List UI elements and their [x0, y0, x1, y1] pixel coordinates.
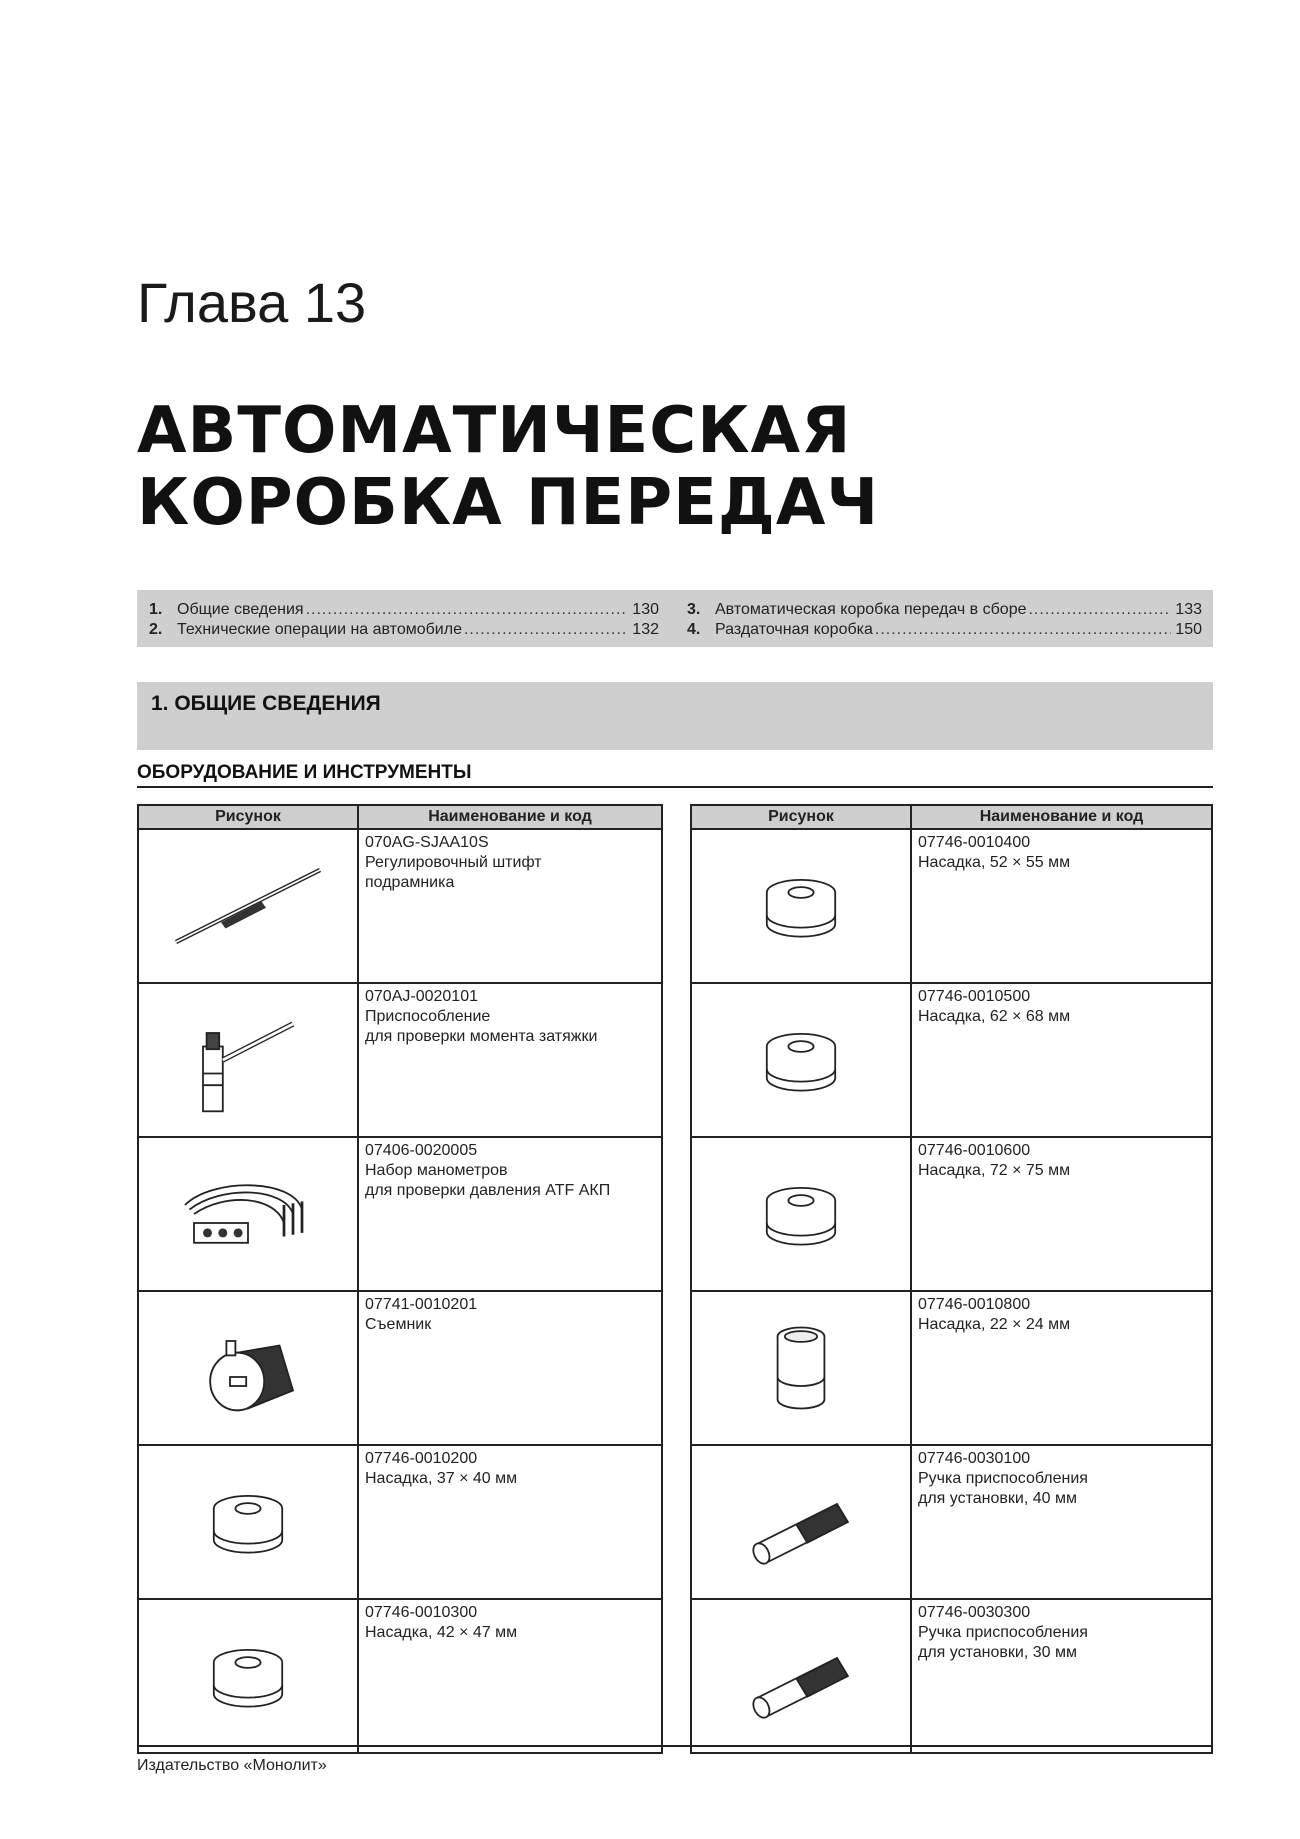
table-row — [138, 829, 662, 983]
installer-handle-icon — [711, 1621, 891, 1731]
toc-item-title: Общие сведения — [177, 601, 304, 618]
toc-item-page: 132 — [632, 621, 659, 638]
table-row — [691, 1137, 1212, 1291]
attachment-icon — [158, 1621, 338, 1731]
toc-item-number: 4. — [687, 621, 701, 638]
tool-picture — [691, 1599, 911, 1753]
toc-item[interactable] — [149, 601, 659, 621]
column-header-name: Наименование и код — [911, 805, 1212, 829]
attachment-icon — [711, 1159, 891, 1269]
column-header-name: Наименование и код — [358, 805, 662, 829]
footer-divider — [137, 1745, 1213, 1747]
attachment-icon — [711, 1313, 891, 1423]
tool-picture — [138, 983, 358, 1137]
toc-leader-dots — [1028, 601, 1171, 619]
chapter-title-line: КОРОБКА ПЕРЕДАЧ — [137, 466, 880, 540]
attachment-icon — [711, 851, 891, 961]
toc-item[interactable] — [687, 621, 1202, 641]
table-header-row — [691, 805, 1212, 829]
tool-description — [358, 829, 662, 983]
toc-item-number: 2. — [149, 621, 163, 638]
tool-name-line: для проверки момента затяжки — [365, 1028, 598, 1045]
toc-item[interactable] — [149, 621, 659, 641]
tool-description — [358, 1599, 662, 1753]
toc-item-page: 150 — [1175, 621, 1202, 638]
toc-item-number: 3. — [687, 601, 701, 618]
tool-code: 07406-0020005 — [365, 1142, 478, 1159]
adjustment-pin-icon — [158, 851, 338, 961]
tool-name-line: Ручка приспособления — [918, 1470, 1088, 1487]
tool-name-line: Съемник — [365, 1316, 432, 1333]
tool-code: 07746-0010400 — [918, 834, 1031, 851]
tool-code: 07741-0010201 — [365, 1296, 478, 1313]
column-header-picture: Рисунок — [691, 805, 911, 829]
table-row — [138, 983, 662, 1137]
table-row — [138, 1445, 662, 1599]
attachment-icon — [158, 1467, 338, 1577]
tool-description — [911, 1291, 1212, 1445]
chapter-title-line: АВТОМАТИЧЕСКАЯ — [137, 394, 852, 468]
tool-picture — [138, 1137, 358, 1291]
table-row — [691, 829, 1212, 983]
publisher-footer: Издательство «Монолит» — [137, 1757, 327, 1774]
tools-table-right — [690, 804, 1213, 1754]
table-row — [138, 1599, 662, 1753]
tool-description — [358, 1445, 662, 1599]
section-heading: 1. ОБЩИЕ СВЕДЕНИЯ — [151, 692, 381, 715]
tool-description — [911, 1137, 1212, 1291]
chapter-number: Глава 13 — [137, 271, 367, 334]
tool-picture — [691, 1445, 911, 1599]
tool-name-line: Насадка, 52 × 55 мм — [918, 854, 1071, 871]
table-row — [691, 1599, 1212, 1753]
table-row — [691, 983, 1212, 1137]
tool-name-line: Регулировочный штифт — [365, 854, 542, 871]
tool-description — [911, 1599, 1212, 1753]
pressure-gauge-set-icon — [158, 1159, 338, 1269]
toc-item-page: 133 — [1175, 601, 1202, 618]
torque-check-tool-icon — [158, 1005, 338, 1115]
chapter-title — [137, 395, 1187, 539]
tool-code: 070AJ-0020101 — [365, 988, 478, 1005]
tools-table-left — [137, 804, 663, 1754]
attachment-icon — [711, 1005, 891, 1115]
toc-leader-dots — [875, 621, 1171, 639]
toc-leader-dots — [306, 601, 629, 619]
tool-description — [358, 1137, 662, 1291]
table-of-contents — [137, 590, 1213, 647]
tool-description — [911, 983, 1212, 1137]
tool-picture — [691, 1137, 911, 1291]
subheading: ОБОРУДОВАНИЕ И ИНСТРУМЕНТЫ — [137, 762, 1213, 788]
tool-picture — [138, 1599, 358, 1753]
tool-code: 070AG-SJAA10S — [365, 834, 489, 851]
column-header-picture: Рисунок — [138, 805, 358, 829]
tool-picture — [138, 1445, 358, 1599]
tool-picture — [138, 829, 358, 983]
table-row — [138, 1137, 662, 1291]
tool-code: 07746-0010300 — [365, 1604, 478, 1621]
tool-code: 07746-0030300 — [918, 1604, 1031, 1621]
tool-name-line: для проверки давления ATF АКП — [365, 1182, 611, 1199]
tool-description — [911, 829, 1212, 983]
tool-picture — [691, 1291, 911, 1445]
tool-code: 07746-0010500 — [918, 988, 1031, 1005]
toc-item-number: 1. — [149, 601, 163, 618]
tool-code: 07746-0010200 — [365, 1450, 478, 1467]
tool-name-line: Насадка, 37 × 40 мм — [365, 1470, 518, 1487]
section-heading-bar — [137, 682, 1213, 750]
tool-name-line: Набор манометров — [365, 1162, 508, 1179]
tool-code: 07746-0030100 — [918, 1450, 1031, 1467]
tool-picture — [691, 983, 911, 1137]
tool-description — [358, 1291, 662, 1445]
tool-name-line: Приспособление — [365, 1008, 491, 1025]
tool-name-line: Ручка приспособления — [918, 1624, 1088, 1641]
tool-code: 07746-0010600 — [918, 1142, 1031, 1159]
table-row — [691, 1445, 1212, 1599]
installer-handle-icon — [711, 1467, 891, 1577]
tool-name-line: для установки, 40 мм — [918, 1490, 1077, 1507]
tool-name-line: Насадка, 42 × 47 мм — [365, 1624, 518, 1641]
tool-description — [911, 1445, 1212, 1599]
table-row — [138, 1291, 662, 1445]
tool-name-line: Насадка, 62 × 68 мм — [918, 1008, 1071, 1025]
toc-leader-dots — [464, 621, 628, 639]
toc-item-title: Технические операции на автомобиле — [177, 621, 462, 638]
tool-picture — [691, 829, 911, 983]
toc-item[interactable] — [687, 601, 1202, 621]
table-header-row — [138, 805, 662, 829]
tool-name-line: Насадка, 72 × 75 мм — [918, 1162, 1071, 1179]
tool-description — [358, 983, 662, 1137]
tool-picture — [138, 1291, 358, 1445]
toc-item-title: Автоматическая коробка передач в сборе — [715, 601, 1027, 618]
tool-name-line: подрамника — [365, 874, 455, 891]
toc-item-title: Раздаточная коробка — [715, 621, 873, 638]
table-row — [691, 1291, 1212, 1445]
toc-item-page: 130 — [632, 601, 659, 618]
tool-name-line: Насадка, 22 × 24 мм — [918, 1316, 1071, 1333]
puller-icon — [158, 1313, 338, 1423]
tool-name-line: для установки, 30 мм — [918, 1644, 1077, 1661]
tool-code: 07746-0010800 — [918, 1296, 1031, 1313]
